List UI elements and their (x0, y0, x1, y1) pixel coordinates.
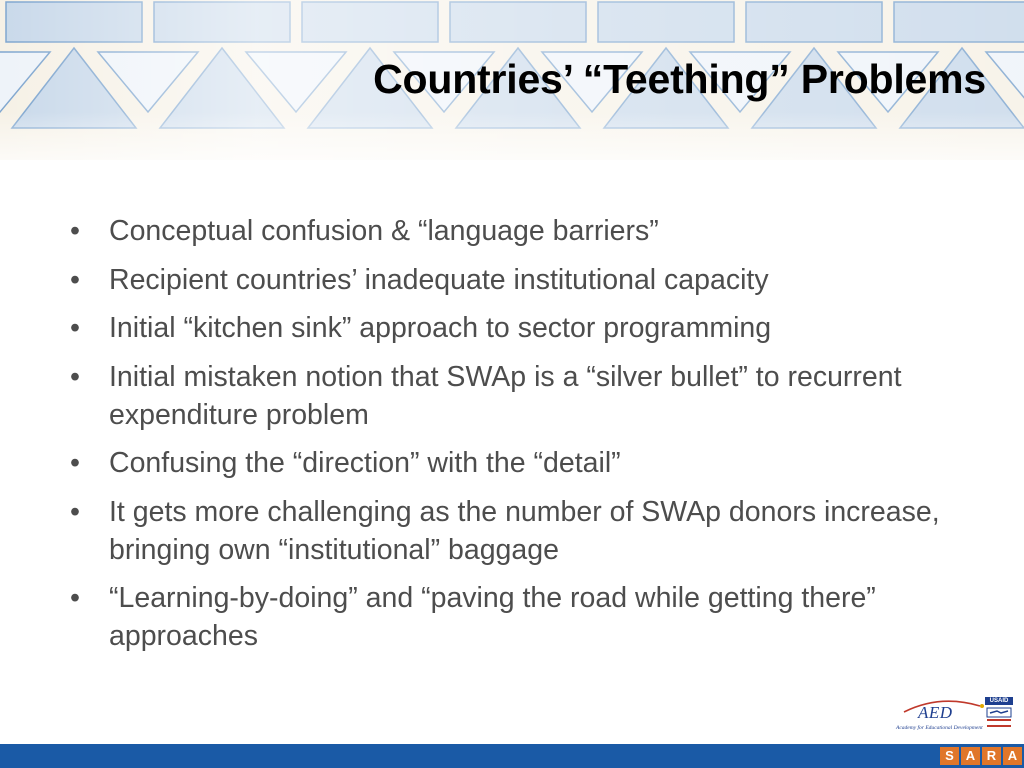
sara-letter: A (1003, 747, 1022, 765)
aed-subtitle: Academy for Educational Development (896, 725, 983, 731)
bullet-icon: • (70, 215, 80, 247)
bullet-icon: • (70, 360, 80, 393)
bullet-item (70, 444, 950, 482)
usaid-logo (985, 697, 1013, 731)
bullet-item (70, 261, 950, 299)
bullet-text: Recipient countries’ inadequate institutional capacity (109, 263, 769, 296)
sara-letter: S (940, 747, 959, 765)
bullet-icon: • (70, 447, 80, 479)
slide-title: Countries’ “Teething” Problems (373, 56, 986, 102)
sara-letter: A (961, 747, 980, 765)
bullet-icon: • (70, 495, 80, 528)
bullet-item (70, 309, 950, 347)
bullet-text: Conceptual confusion & “language barriers” (109, 215, 659, 247)
bullet-item (70, 493, 950, 569)
bullet-text: “Learning-by-doing” and “paving the road while getting there” approaches (109, 582, 876, 652)
bullet-item (70, 358, 950, 434)
bullet-item (70, 579, 950, 655)
usaid-label: USAID (985, 697, 1013, 705)
bullet-text: Initial mistaken notion that SWAp is a “silver bullet” to recurrent expenditure problem (109, 360, 902, 431)
bullet-item (70, 212, 950, 250)
sara-letter: R (982, 747, 1001, 765)
bullet-list (70, 212, 950, 666)
bullet-text: It gets more challenging as the number of SWAp donors increase, bringing own “institutional” baggage (109, 495, 940, 566)
bullet-icon: • (70, 312, 80, 344)
bullet-text: Confusing the “direction” with the “detail” (109, 447, 621, 479)
bullet-icon: • (70, 263, 80, 296)
bullet-icon: • (70, 582, 80, 614)
aed-logo: AED (918, 703, 953, 722)
footer-bar (0, 744, 1024, 768)
sara-logo (940, 747, 1022, 768)
handshake-icon (985, 706, 1013, 732)
bullet-text: Initial “kitchen sink” approach to sector programming (109, 312, 772, 344)
